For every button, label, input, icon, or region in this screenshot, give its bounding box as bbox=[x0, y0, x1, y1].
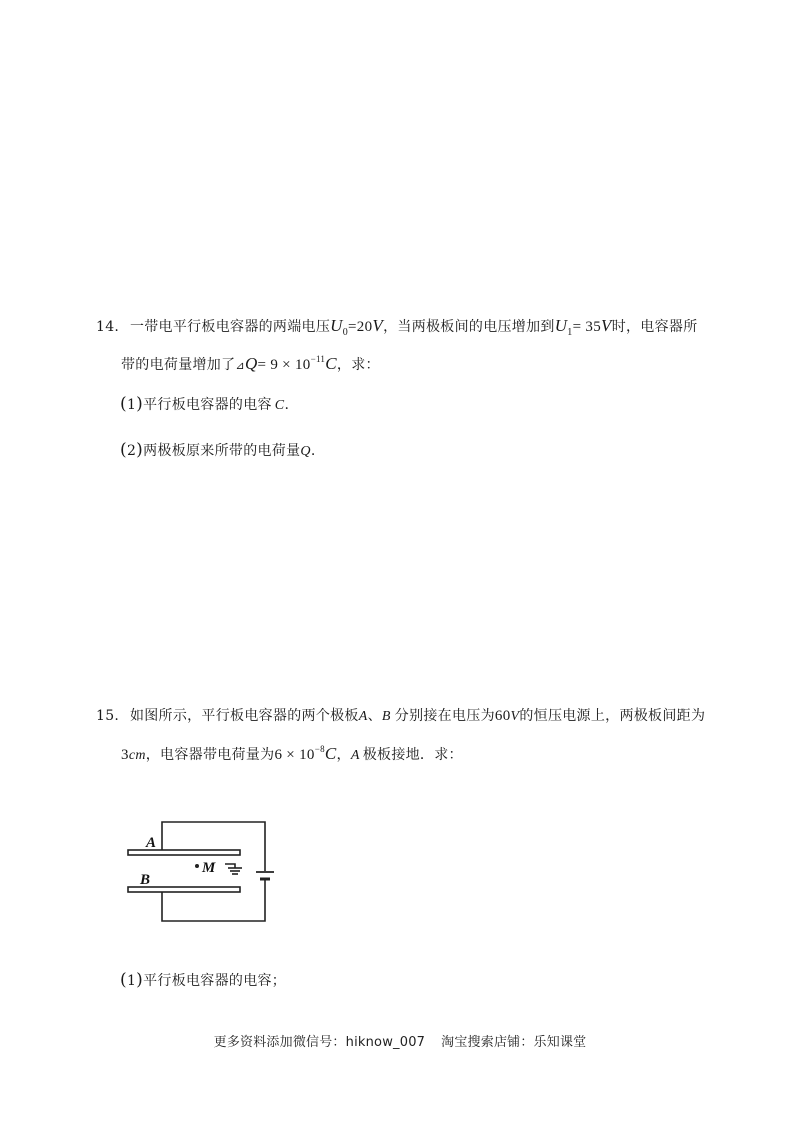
q15-plate-b: B bbox=[381, 709, 391, 724]
q14-text-c: 时，电容器所 bbox=[611, 319, 698, 335]
q14-sub2-var: Q bbox=[300, 444, 311, 459]
label-m: M bbox=[202, 860, 216, 876]
footer-shop: 淘宝搜索店铺：乐知课堂 bbox=[441, 1035, 587, 1050]
q15-plate-a: A bbox=[358, 709, 368, 724]
q14-text-d: 带的电荷量增加了 bbox=[121, 357, 236, 373]
q15-text-c: 的恒压电源上，两极板间距为 bbox=[519, 708, 706, 724]
q14-text-b: ，当两极板间的电压增加到 bbox=[383, 319, 555, 335]
q14-sub2-text: 两极板原来所带的电荷量 bbox=[143, 443, 301, 459]
q15-voltage: 60 bbox=[494, 708, 511, 724]
q15-text-f: 极板接地．求： bbox=[362, 747, 463, 763]
q14-line-2 bbox=[121, 349, 380, 376]
q14-u0-value: =20 bbox=[348, 319, 373, 335]
q14-sub1-number: 1 bbox=[126, 397, 137, 413]
q15-ground-plate: A bbox=[350, 748, 360, 763]
q14-line-1 bbox=[96, 316, 698, 343]
q14-u1: $U_1$ bbox=[554, 316, 573, 338]
q14-sub1-text: 平行板电容器的电容 bbox=[143, 397, 272, 413]
q14-dq-value: = $9 \times 10^{-11}$ bbox=[257, 354, 326, 373]
q14-u0-unit: V bbox=[372, 316, 384, 335]
q14-delta: ⊿ bbox=[235, 359, 245, 372]
q14-dq-unit: C bbox=[325, 354, 337, 373]
q15-charge: $6 \times 10^{-8}$ bbox=[274, 744, 325, 763]
q14-text-a: 一带电平行板电容器的两端电压 bbox=[129, 319, 331, 335]
q14-text-e: ，求： bbox=[336, 357, 380, 373]
q14-sub-1: (1)平行板电容器的电容 C. bbox=[120, 394, 290, 414]
label-a: A bbox=[146, 835, 157, 851]
page-footer bbox=[0, 1031, 800, 1050]
q15-distance-unit: cm bbox=[128, 748, 146, 763]
q15-text-a: 如图所示，平行板电容器的两个极板 bbox=[129, 708, 359, 724]
wire-bottom bbox=[162, 880, 265, 921]
q14-u1-unit: V bbox=[601, 316, 612, 335]
q15-text-d: ，电容器带电荷量为 bbox=[145, 747, 275, 763]
q14-dq: Q bbox=[244, 354, 258, 373]
q14-sub2-number: 2 bbox=[126, 443, 137, 459]
capacitor-circuit-figure bbox=[122, 815, 278, 927]
footer-wechat: 更多资料添加微信号：hiknow_007 bbox=[213, 1035, 426, 1050]
q14-number: 14. bbox=[96, 319, 120, 335]
q15-line-1: 15. 如图所示，平行板电容器的两个极板A、B 分别接在电压为60V的恒压电源上，两极板间距为 bbox=[96, 708, 706, 724]
q14-sub1-var: C bbox=[274, 398, 285, 413]
label-b: B bbox=[140, 872, 151, 888]
q15-sub-1: (1)平行板电容器的电容； bbox=[120, 970, 287, 990]
q15-sub1-text: 平行板电容器的电容； bbox=[143, 973, 287, 989]
q15-charge-unit: C bbox=[324, 744, 337, 763]
q15-voltage-unit: V bbox=[510, 709, 520, 724]
q15-text-e: ， bbox=[336, 747, 351, 763]
q14-sub-2: (2)两极板原来所带的电荷量Q. bbox=[120, 440, 316, 460]
q14-u1-value: = 35 bbox=[572, 319, 602, 335]
q14-u0: $U_0$ bbox=[330, 316, 349, 338]
q15-sub1-number: 1 bbox=[126, 973, 137, 989]
q15-distance: 3 bbox=[121, 747, 129, 763]
q15-number: 15. bbox=[96, 708, 120, 724]
q15-line-2 bbox=[121, 739, 463, 766]
point-m-dot bbox=[195, 864, 199, 868]
q15-text-b: 分别接在电压为 bbox=[394, 708, 495, 724]
plate-a bbox=[128, 850, 240, 855]
